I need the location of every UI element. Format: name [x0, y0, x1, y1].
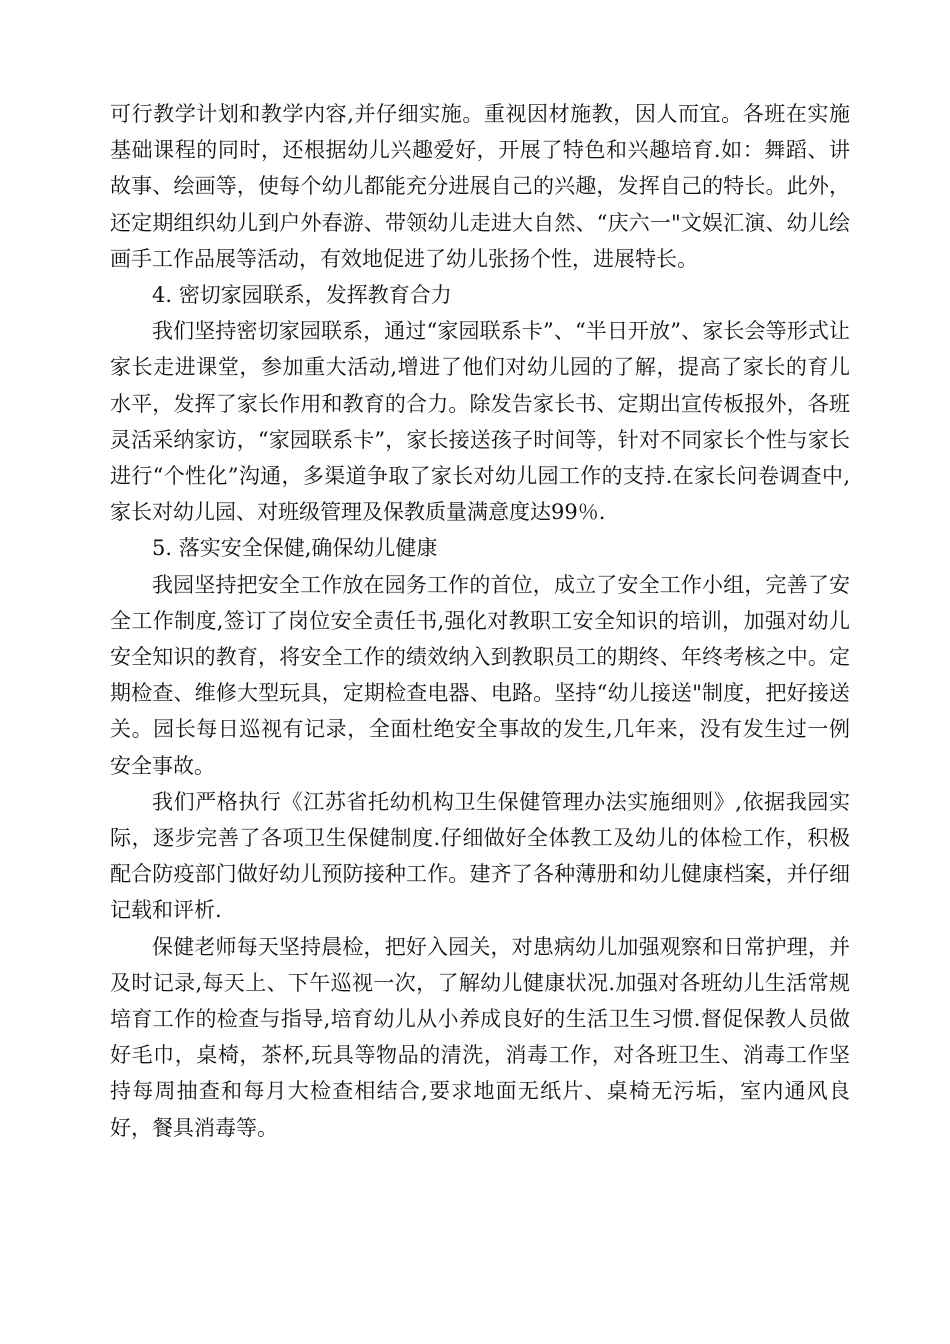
paragraph-home-school: 我们坚持密切家园联系，通过“家园联系卡”、“半日开放”、家长会等形式让家长走进课堂，参加重大活动,增进了他们对幼儿园的了解，提高了家长的育儿水平，发挥了家长作用和教育的合力。除发告家长书、定期出宣传板报外，各班灵活采纳家访，“家园联系卡”，家长接送孩子时间等，针对不同家长个性与家长进行“个性化”沟通，多渠道争取了家长对幼儿园工作的支持.在家长问卷调查中,家长对幼儿园、对班级管理及保教质量满意度达99％.	[110, 319, 850, 525]
section-heading-4: 4. 密切家园联系，发挥教育合力	[152, 283, 452, 308]
paragraph-safety: 我园坚持把安全工作放在园务工作的首位，成立了安全工作小组，完善了安全工作制度,签订了岗位安全责任书,强化对教职工安全知识的培训，加强对幼儿安全知识的教育，将安全工作的绩效纳入到教职员工的期终、年终考核之中。定期检查、维修大型玩具，定期检查电器、电路。坚持“幼儿接送"制度，把好接送关。园长每日巡视有记录，全面杜绝安全事故的发生,几年来，没有发生过一例安全事故。	[110, 572, 850, 778]
paragraph-teaching-plan: 可行教学计划和教学内容,并仔细实施。重视因材施教，因人而宜。各班在实施基础课程的同时，还根据幼儿兴趣爱好，开展了特色和兴趣培育.如：舞蹈、讲故事、绘画等，使每个幼儿都能充分进展自己的兴趣，发挥自己的特长。此外，还定期组织幼儿到户外春游、带领幼儿走进大自然、“庆六一"文娱汇演、幼儿绘画手工作品展等活动，有效地促进了幼儿张扬个性，进展特长。	[110, 102, 850, 271]
document-page	[110, 96, 850, 1146]
paragraph-health-rules: 我们严格执行《江苏省托幼机构卫生保健管理办法实施细则》,依据我园实际，逐步完善了各项卫生保健制度.仔细做好全体教工及幼儿的体检工作，积极配合防疫部门做好幼儿预防接种工作。建齐了各种薄册和幼儿健康档案，并仔细记载和评析.	[110, 789, 850, 923]
paragraph-health-teacher: 保健老师每天坚持晨检，把好入园关，对患病幼儿加强观察和日常护理，并及时记录,每天上、下午巡视一次，了解幼儿健康状况.加强对各班幼儿生活常规培育工作的检查与指导,培育幼儿从小养成良好的生活卫生习惯.督促保教人员做好毛巾，桌椅，茶杯,玩具等物品的清洗，消毒工作，对各班卫生、消毒工作坚持每周抽查和每月大检查相结合,要求地面无纸片、桌椅无污垢，室内通风良好，餐具消毒等。	[110, 934, 850, 1140]
section-heading-5: 5. 落实安全保健,确保幼儿健康	[152, 536, 438, 561]
